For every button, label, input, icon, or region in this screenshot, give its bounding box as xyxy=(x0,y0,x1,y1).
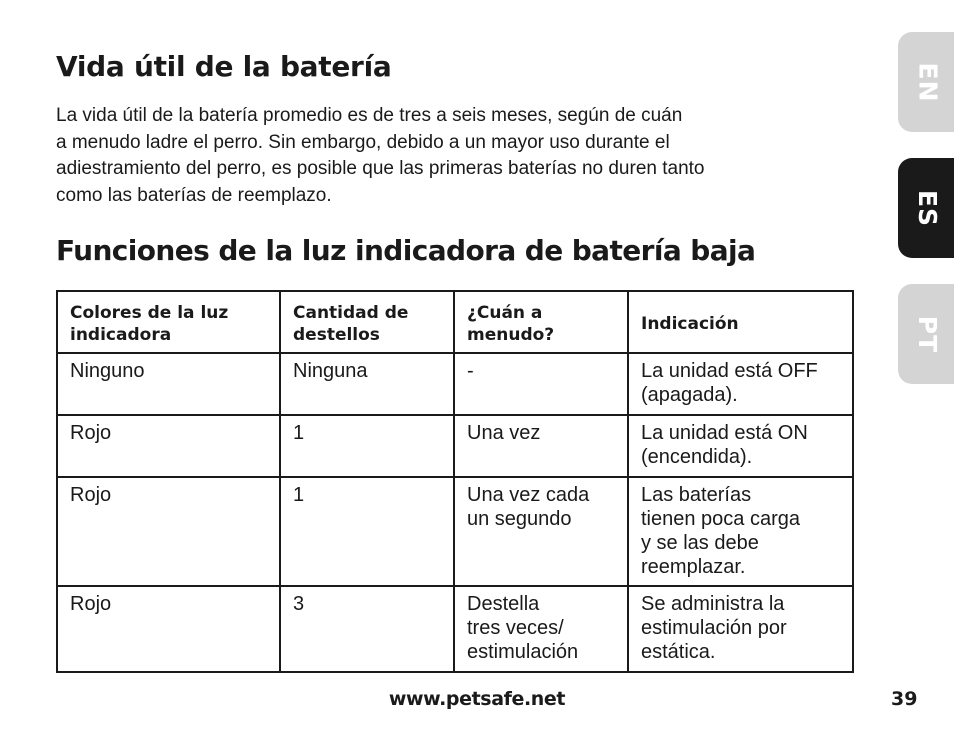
header-flash-count: Cantidad de destellos xyxy=(280,291,454,353)
cell-indication: Las baterías tienen poca carga y se las debe reemplazar. xyxy=(628,477,853,586)
cell-frequency: - xyxy=(454,353,628,415)
table-row xyxy=(57,353,853,415)
table-row xyxy=(57,415,853,477)
header-frequency: ¿Cuán a menudo? xyxy=(454,291,628,353)
paragraph-line: adiestramiento del perro, es posible que las primeras baterías no duren tanto xyxy=(56,158,705,179)
tab-label-en: EN xyxy=(913,61,943,103)
cell-indication: La unidad está ON (encendida). xyxy=(628,415,853,477)
section-title-battery-life: Vida útil de la batería xyxy=(56,50,392,83)
cell-count: 3 xyxy=(280,586,454,672)
cell-count: Ninguna xyxy=(280,353,454,415)
table-row xyxy=(57,586,853,672)
language-tab-en[interactable] xyxy=(898,32,954,132)
cell-color: Rojo xyxy=(57,477,280,586)
table-row xyxy=(57,477,853,586)
paragraph-line: La vida útil de la batería promedio es de tres a seis meses, según de cuán xyxy=(56,105,683,126)
header-indication: Indicación xyxy=(628,291,853,353)
footer-website: www.petsafe.net xyxy=(388,688,566,710)
cell-count: 1 xyxy=(280,415,454,477)
tab-label-pt: PT xyxy=(913,315,943,353)
cell-color: Rojo xyxy=(57,586,280,672)
cell-count: 1 xyxy=(280,477,454,586)
section-title-low-battery-light: Funciones de la luz indicadora de batería baja xyxy=(56,234,756,267)
language-tab-es[interactable] xyxy=(898,158,954,258)
tab-label-es: ES xyxy=(913,189,943,227)
cell-indication: La unidad está OFF (apagada). xyxy=(628,353,853,415)
paragraph-line: como las baterías de reemplazo. xyxy=(56,184,332,206)
cell-frequency: Una vez cada un segundo xyxy=(454,477,628,586)
language-tab-pt[interactable] xyxy=(898,284,954,384)
page-number: 39 xyxy=(891,688,918,710)
header-light-color: Colores de la luz indicadora xyxy=(57,291,280,353)
cell-indication: Se administra la estimulación por estática. xyxy=(628,586,853,672)
paragraph-line: a menudo ladre el perro. Sin embargo, debido a un mayor uso durante el xyxy=(56,131,670,153)
battery-life-paragraph xyxy=(56,103,796,209)
table-header-row xyxy=(57,291,853,353)
cell-frequency: Una vez xyxy=(454,415,628,477)
cell-frequency: Destella tres veces/ estimulación xyxy=(454,586,628,672)
cell-color: Ninguno xyxy=(57,353,280,415)
cell-color: Rojo xyxy=(57,415,280,477)
indicator-light-table xyxy=(56,290,854,673)
